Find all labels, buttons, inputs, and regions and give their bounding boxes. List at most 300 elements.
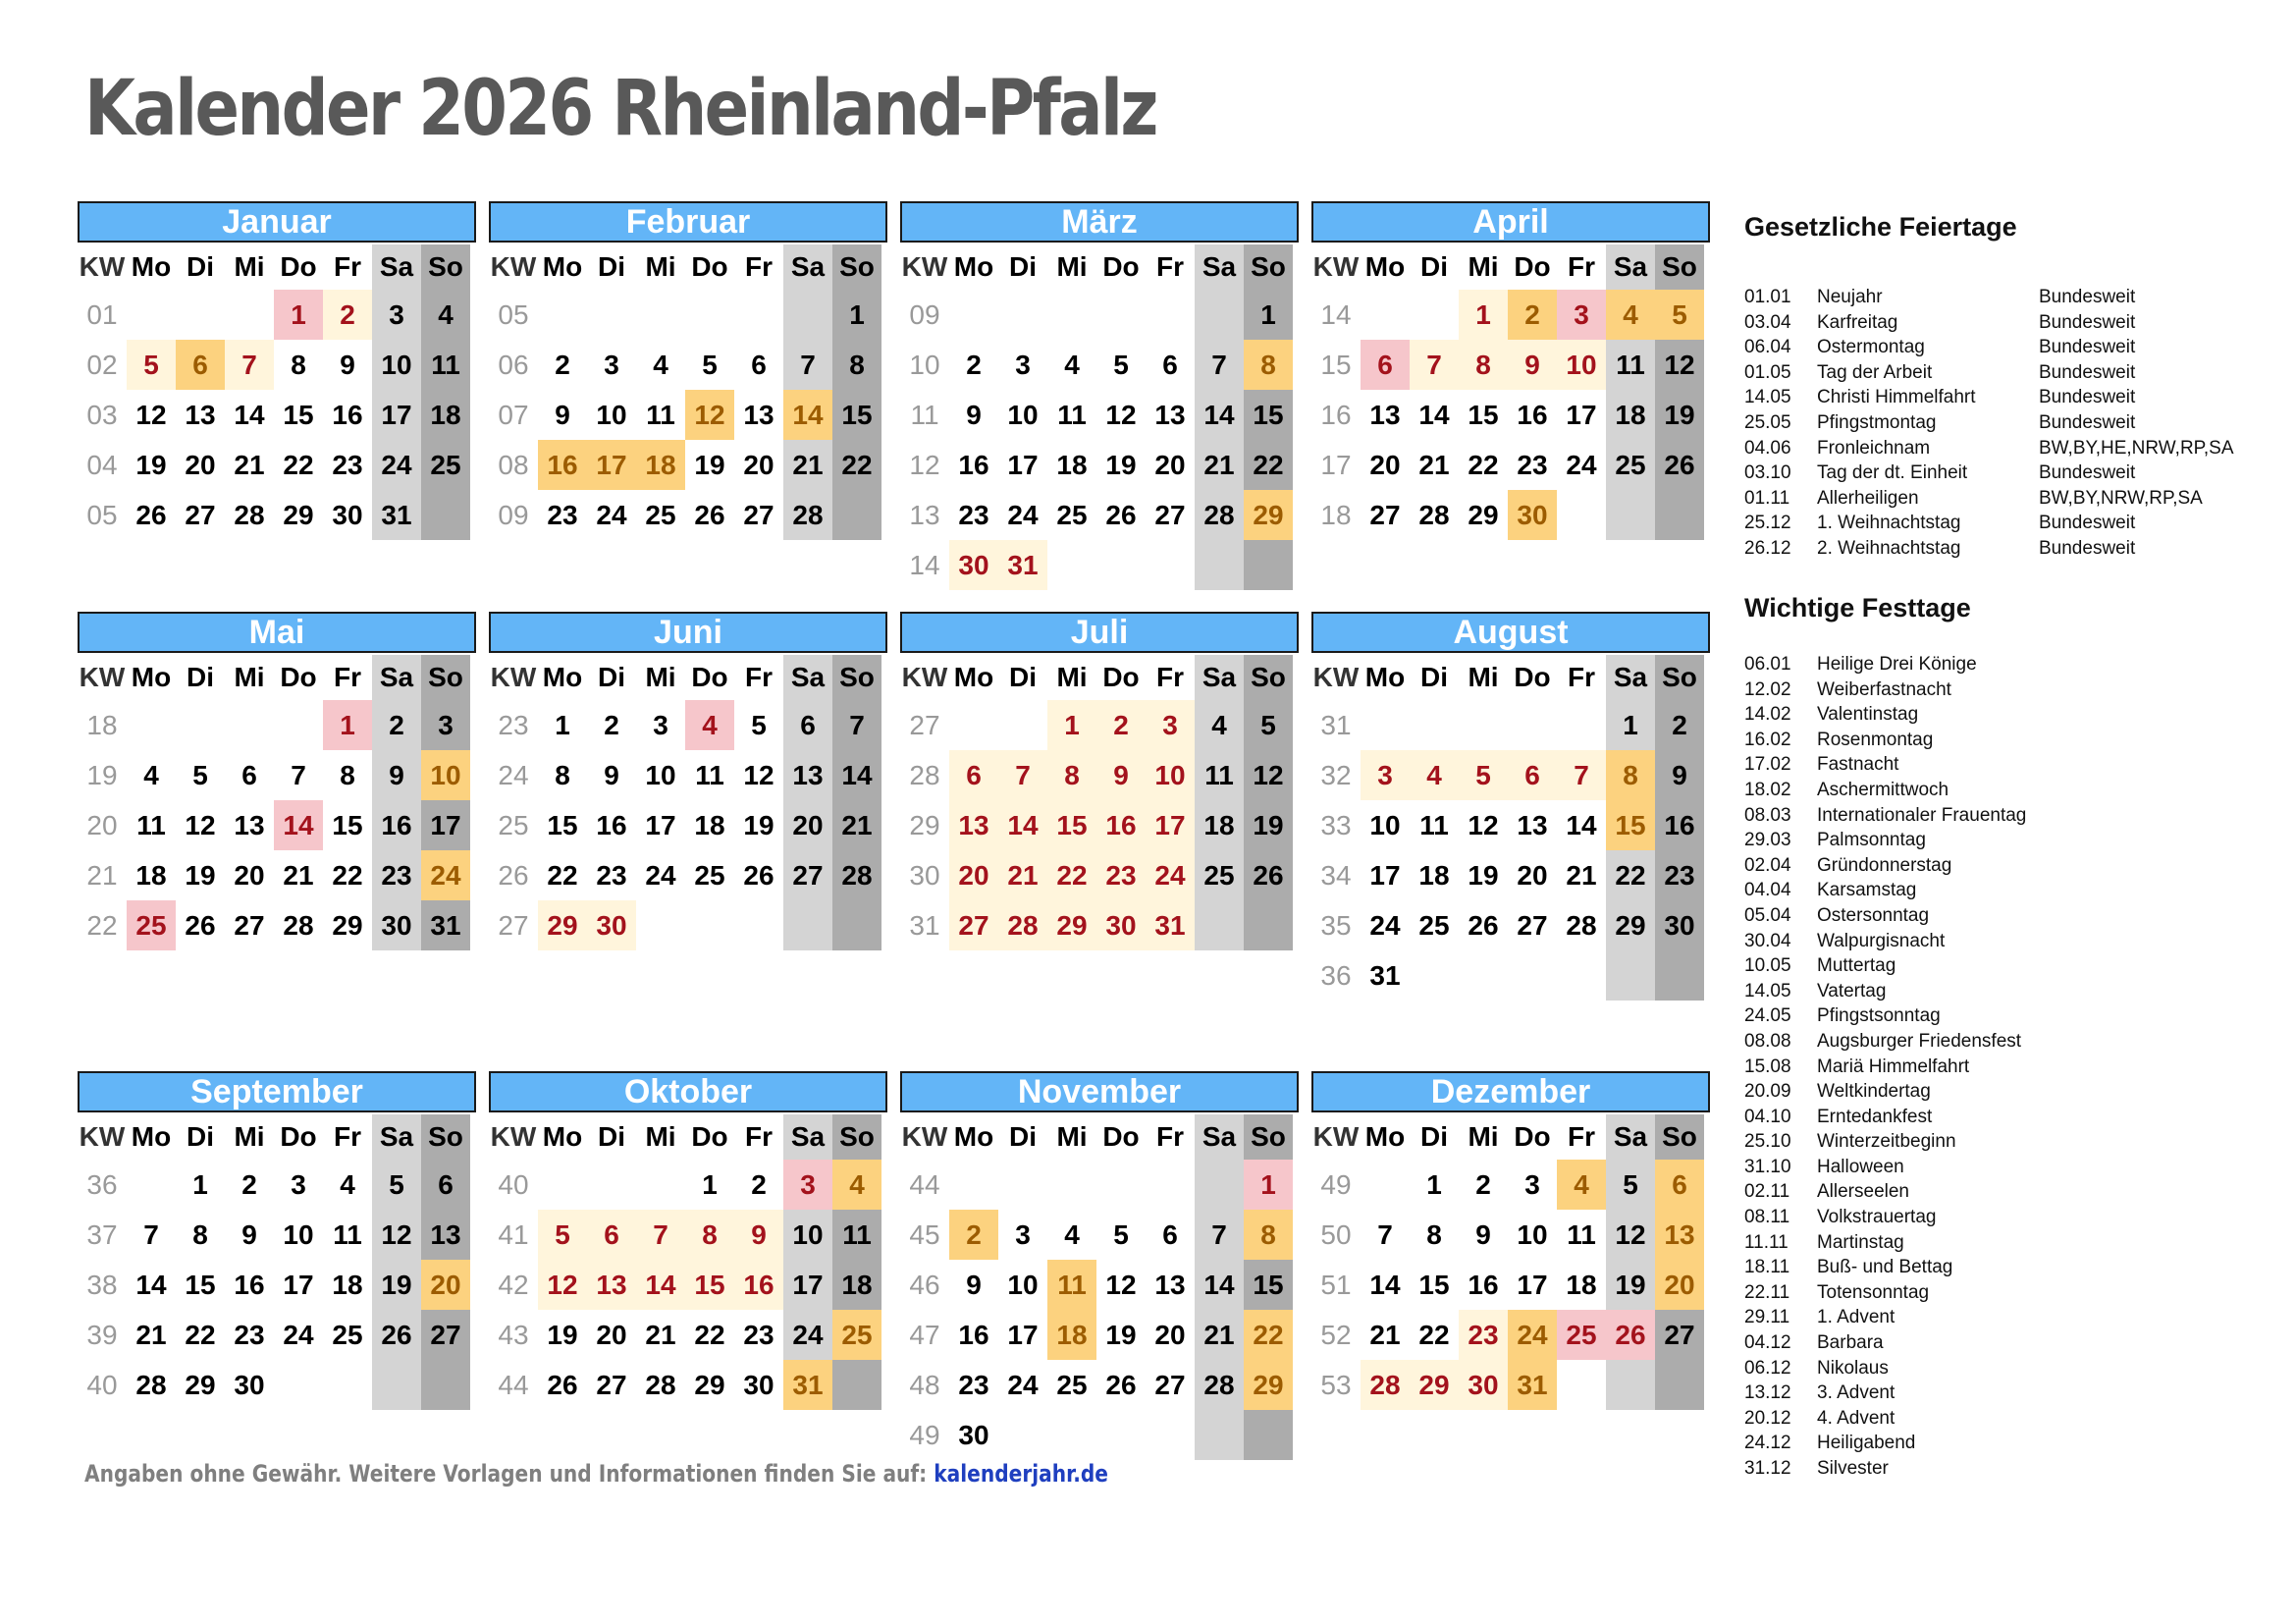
day-cell: 21: [998, 850, 1047, 900]
day-cell: 30: [1655, 900, 1704, 950]
day-cell: 13: [421, 1210, 470, 1260]
kw-header: KW: [490, 251, 537, 282]
item-name: Fronleichnam: [1817, 437, 1931, 459]
kw-header: KW: [79, 251, 126, 282]
day-cell: 27: [234, 910, 265, 941]
day-cell: [1459, 950, 1508, 1001]
week-number: 01: [86, 299, 118, 330]
weekday-label: Mi: [645, 1121, 676, 1152]
day-cell: 10: [1517, 1219, 1548, 1250]
day-cell: 11: [1057, 400, 1087, 430]
day-cell: 12: [685, 390, 734, 440]
day-cell: 21: [1566, 860, 1597, 891]
day-cell: 17: [587, 440, 636, 490]
day-cell: 22: [1244, 440, 1293, 490]
day-cell: [1606, 950, 1655, 1001]
weekday-label: So: [1244, 655, 1293, 700]
day-cell: 27: [185, 500, 216, 530]
week-row: [1311, 1210, 1710, 1260]
weekday-label: Do: [280, 1121, 317, 1152]
day-cell: 12: [185, 810, 216, 840]
week-number: 25: [498, 810, 529, 840]
item-date: 01.01: [1744, 287, 1791, 307]
day-cell: 28: [283, 910, 314, 941]
day-cell: [538, 290, 587, 340]
kw-header: KW: [490, 1121, 537, 1152]
day-cell: 20: [234, 860, 265, 891]
week-number: 34: [1320, 860, 1352, 891]
day-cell: [1195, 540, 1244, 590]
item-name: Fastnacht: [1817, 754, 1899, 776]
day-cell: 26: [135, 500, 167, 530]
day-cell: 6: [949, 750, 998, 800]
holidays-heading: Gesetzliche Feiertage: [1744, 212, 2017, 242]
day-cell: 25: [832, 1310, 881, 1360]
week-row: [489, 1160, 887, 1210]
day-cell: 6: [783, 700, 832, 750]
day-cell: 10: [1007, 1270, 1039, 1300]
day-cell: 28: [1566, 910, 1597, 941]
week-row: [78, 700, 476, 750]
item-date: 04.06: [1744, 437, 1791, 459]
month-grid: [900, 244, 1299, 590]
week-row: [1311, 1310, 1710, 1360]
item-date: 06.01: [1744, 654, 1791, 675]
day-cell: [1047, 1160, 1096, 1210]
day-cell: [949, 290, 998, 340]
item-date: 16.02: [1744, 729, 1791, 750]
day-cell: 3: [1015, 350, 1031, 380]
weekday-label: Di: [1420, 662, 1448, 692]
item-date: 08.11: [1744, 1207, 1790, 1228]
item-name: Karsamstag: [1817, 880, 1917, 901]
day-cell: 18: [1047, 1310, 1096, 1360]
week-number: 48: [909, 1370, 940, 1400]
item-date: 29.03: [1744, 830, 1791, 851]
day-cell: 20: [1154, 1320, 1186, 1350]
week-number: 31: [909, 910, 940, 941]
day-cell: 8: [685, 1210, 734, 1260]
week-number: 28: [909, 760, 940, 790]
month-grid: [1311, 1114, 1710, 1410]
day-cell: 11: [136, 810, 166, 840]
day-cell: 23: [1655, 850, 1704, 900]
weekday-label: Di: [187, 662, 214, 692]
day-cell: [832, 1360, 881, 1410]
day-cell: 14: [832, 750, 881, 800]
day-cell: [783, 290, 832, 340]
weekday-label: So: [832, 1114, 881, 1160]
day-cell: 1: [1606, 700, 1655, 750]
day-cell: 7: [783, 340, 832, 390]
day-cell: 26: [372, 1310, 421, 1360]
month-title: Januar: [78, 201, 476, 243]
day-cell: 28: [1195, 490, 1244, 540]
day-cell: [225, 290, 274, 340]
week-row: [1311, 900, 1710, 950]
week-row: [489, 1360, 887, 1410]
day-cell: 6: [421, 1160, 470, 1210]
weekday-label: Mi: [645, 662, 676, 692]
week-row: [900, 540, 1299, 590]
day-cell: [1655, 950, 1704, 1001]
day-cell: 14: [1418, 400, 1450, 430]
day-cell: 19: [135, 450, 167, 480]
item-date: 22.11: [1744, 1281, 1790, 1303]
week-number: 04: [86, 450, 118, 480]
weekday-label: Mo: [131, 1121, 172, 1152]
weekday-label: Sa: [1195, 244, 1244, 290]
day-cell: [1557, 1360, 1606, 1410]
week-number: 22: [86, 910, 118, 941]
week-row: [1311, 850, 1710, 900]
day-cell: 20: [1154, 450, 1186, 480]
weekday-label: Mo: [953, 1121, 994, 1152]
day-cell: 18: [1566, 1270, 1597, 1300]
week-row: [78, 850, 476, 900]
day-cell: 29: [1606, 900, 1655, 950]
weekday-label: Sa: [783, 1114, 832, 1160]
day-cell: 4: [1557, 1160, 1606, 1210]
day-cell: 14: [998, 800, 1047, 850]
weekday-label: Mo: [1364, 662, 1406, 692]
month-grid: [900, 1114, 1299, 1460]
weekday-label: Fr: [745, 1121, 773, 1152]
month-title: Februar: [489, 201, 887, 243]
weekday-label: Sa: [1606, 655, 1655, 700]
week-number: 32: [1320, 760, 1352, 790]
weekday-label: Fr: [1568, 1121, 1595, 1152]
week-number: 33: [1320, 810, 1352, 840]
week-row: [78, 1310, 476, 1360]
day-cell: 1: [1047, 700, 1096, 750]
item-region: Bundesweit: [2039, 513, 2136, 534]
day-cell: 27: [1154, 1370, 1186, 1400]
day-cell: 3: [1361, 750, 1410, 800]
item-name: Allerseelen: [1817, 1181, 1909, 1203]
day-cell: 30: [332, 500, 363, 530]
item-date: 24.05: [1744, 1005, 1791, 1027]
weekday-header-row: [78, 655, 476, 700]
day-cell: 16: [958, 450, 989, 480]
day-cell: 23: [332, 450, 363, 480]
week-number: 43: [498, 1320, 529, 1350]
day-cell: 10: [421, 750, 470, 800]
page-title: Kalender 2026 Rheinland-Pfalz: [84, 65, 1156, 153]
month-grid: [1311, 244, 1710, 540]
weekday-label: Mi: [1056, 1121, 1088, 1152]
week-row: [900, 1410, 1299, 1460]
week-row: [78, 1160, 476, 1210]
day-cell: 31: [372, 490, 421, 540]
day-cell: 28: [998, 900, 1047, 950]
day-cell: [949, 1160, 998, 1210]
week-number: 44: [498, 1370, 529, 1400]
day-cell: 14: [783, 390, 832, 440]
item-date: 17.02: [1744, 754, 1791, 776]
week-number: 50: [1320, 1219, 1352, 1250]
week-row: [1311, 440, 1710, 490]
item-date: 25.05: [1744, 411, 1791, 433]
week-row: [900, 850, 1299, 900]
day-cell: 12: [372, 1210, 421, 1260]
week-row: [1311, 1260, 1710, 1310]
item-name: Ostersonntag: [1817, 904, 1930, 926]
day-cell: 6: [1361, 340, 1410, 390]
footer-link[interactable]: kalenderjahr.de: [934, 1460, 1108, 1488]
week-row: [489, 750, 887, 800]
day-cell: 29: [1468, 500, 1499, 530]
day-cell: 29: [332, 910, 363, 941]
item-name: Mariä Himmelfahrt: [1817, 1056, 1970, 1077]
day-cell: [1244, 1410, 1293, 1460]
day-cell: 31: [783, 1360, 832, 1410]
month-grid: [78, 655, 476, 950]
day-cell: [734, 900, 783, 950]
day-cell: 11: [1195, 750, 1244, 800]
item-name: Halloween: [1817, 1156, 1904, 1177]
weekday-label: Do: [691, 1121, 728, 1152]
weekday-label: Do: [691, 251, 728, 282]
day-cell: [1244, 900, 1293, 950]
week-row: [78, 390, 476, 440]
day-cell: 7: [832, 700, 881, 750]
day-cell: 9: [372, 750, 421, 800]
day-cell: 13: [1517, 810, 1548, 840]
day-cell: 23: [372, 850, 421, 900]
day-cell: [685, 290, 734, 340]
weekday-header-row: [1311, 244, 1710, 290]
day-cell: 22: [1244, 1310, 1293, 1360]
day-cell: 31: [1146, 900, 1195, 950]
day-cell: 1: [555, 710, 570, 740]
weekday-label: Fr: [1568, 251, 1595, 282]
item-date: 20.12: [1744, 1407, 1791, 1429]
day-cell: 19: [694, 450, 725, 480]
day-cell: [685, 900, 734, 950]
week-row: [1311, 490, 1710, 540]
day-cell: 20: [185, 450, 216, 480]
weekday-header-row: [900, 1114, 1299, 1160]
day-cell: 11: [695, 760, 724, 790]
day-cell: 8: [1426, 1219, 1442, 1250]
day-cell: 2: [555, 350, 570, 380]
week-number: 30: [909, 860, 940, 891]
item-name: Valentinstag: [1817, 704, 1919, 726]
weekday-label: Di: [598, 1121, 625, 1152]
weekday-label: Mi: [1468, 662, 1499, 692]
week-number: 09: [498, 500, 529, 530]
day-cell: 6: [751, 350, 767, 380]
week-row: [489, 850, 887, 900]
weekday-label: Di: [187, 1121, 214, 1152]
day-cell: 24: [421, 850, 470, 900]
day-cell: 2: [949, 1210, 998, 1260]
item-date: 08.03: [1744, 804, 1791, 826]
day-cell: 23: [547, 500, 578, 530]
item-date: 04.10: [1744, 1106, 1791, 1127]
day-cell: 11: [646, 400, 675, 430]
day-cell: 2: [604, 710, 619, 740]
day-cell: [1047, 290, 1096, 340]
week-number: 05: [86, 500, 118, 530]
day-cell: 20: [1655, 1260, 1704, 1310]
week-number: 16: [1320, 400, 1352, 430]
week-number: 49: [909, 1420, 940, 1450]
day-cell: 17: [1007, 1320, 1039, 1350]
day-cell: 25: [694, 860, 725, 891]
day-cell: 25: [421, 440, 470, 490]
item-name: Karfreitag: [1817, 311, 1898, 333]
weekday-label: Fr: [1568, 662, 1595, 692]
day-cell: 28: [1361, 1360, 1410, 1410]
item-name: Rosenmontag: [1817, 729, 1934, 750]
day-cell: 11: [1419, 810, 1449, 840]
day-cell: 13: [949, 800, 998, 850]
day-cell: 9: [555, 400, 570, 430]
item-date: 14.05: [1744, 980, 1791, 1001]
day-cell: 27: [743, 500, 774, 530]
week-number: 18: [1320, 500, 1352, 530]
week-row: [489, 390, 887, 440]
day-cell: 23: [234, 1320, 265, 1350]
day-cell: 7: [636, 1210, 685, 1260]
day-cell: 4: [653, 350, 668, 380]
week-number: 44: [909, 1169, 940, 1200]
week-number: 26: [498, 860, 529, 891]
day-cell: [998, 1410, 1047, 1460]
day-cell: 27: [949, 900, 998, 950]
item-name: Nikolaus: [1817, 1357, 1889, 1379]
day-cell: 27: [783, 850, 832, 900]
weekday-label: Sa: [783, 244, 832, 290]
day-cell: 15: [1244, 390, 1293, 440]
month-title: März: [900, 201, 1299, 243]
kw-header: KW: [901, 251, 948, 282]
day-cell: 26: [1105, 500, 1137, 530]
day-cell: 22: [832, 440, 881, 490]
day-cell: 18: [421, 390, 470, 440]
month-title: Mai: [78, 612, 476, 653]
day-cell: [1096, 290, 1146, 340]
day-cell: 27: [1517, 910, 1548, 941]
day-cell: 17: [421, 800, 470, 850]
item-date: 29.11: [1744, 1307, 1790, 1328]
day-cell: 30: [372, 900, 421, 950]
day-cell: [323, 1360, 372, 1410]
day-cell: 29: [538, 900, 587, 950]
day-cell: 11: [1567, 1219, 1596, 1250]
week-number: 31: [1320, 710, 1352, 740]
day-cell: [1410, 290, 1459, 340]
day-cell: 1: [1244, 290, 1293, 340]
day-cell: 26: [743, 860, 774, 891]
day-cell: 27: [596, 1370, 627, 1400]
day-cell: 17: [1517, 1270, 1548, 1300]
weekday-label: Sa: [1195, 655, 1244, 700]
week-row: [489, 800, 887, 850]
item-date: 05.04: [1744, 904, 1791, 926]
month-grid: [78, 1114, 476, 1410]
day-cell: 2: [1475, 1169, 1491, 1200]
day-cell: 16: [596, 810, 627, 840]
week-row: [489, 490, 887, 540]
day-cell: 3: [1015, 1219, 1031, 1250]
day-cell: 2: [323, 290, 372, 340]
day-cell: 31: [1508, 1360, 1557, 1410]
day-cell: 25: [1418, 910, 1450, 941]
item-name: Weiberfastnacht: [1817, 678, 1951, 700]
day-cell: 7: [998, 750, 1047, 800]
day-cell: 24: [1566, 450, 1597, 480]
week-number: 20: [86, 810, 118, 840]
day-cell: 13: [1154, 1270, 1186, 1300]
day-cell: 9: [1475, 1219, 1491, 1250]
weekday-label: Mo: [131, 251, 172, 282]
week-row: [1311, 800, 1710, 850]
day-cell: [1557, 700, 1606, 750]
day-cell: 22: [185, 1320, 216, 1350]
day-cell: 18: [332, 1270, 363, 1300]
item-region: BW,BY,NRW,RP,SA: [2039, 487, 2203, 509]
day-cell: 19: [1244, 800, 1293, 850]
weekday-label: Do: [1102, 1121, 1140, 1152]
item-name: Martinstag: [1817, 1231, 1904, 1253]
day-cell: 21: [645, 1320, 676, 1350]
day-cell: 4: [832, 1160, 881, 1210]
day-cell: 8: [832, 340, 881, 390]
day-cell: 16: [958, 1320, 989, 1350]
day-cell: [636, 290, 685, 340]
day-cell: 15: [685, 1260, 734, 1310]
weekday-label: Mi: [1056, 662, 1088, 692]
item-name: Allerheiligen: [1817, 487, 1919, 509]
weekday-label: Mo: [542, 1121, 583, 1152]
item-name: 1. Advent: [1817, 1307, 1896, 1328]
day-cell: 20: [596, 1320, 627, 1350]
week-row: [900, 750, 1299, 800]
week-number: 15: [1320, 350, 1352, 380]
weekday-label: Do: [1514, 662, 1551, 692]
week-row: [78, 1260, 476, 1310]
month-title: Dezember: [1311, 1071, 1710, 1112]
day-cell: [1096, 1410, 1146, 1460]
day-cell: 22: [1468, 450, 1499, 480]
item-name: Internationaler Frauentag: [1817, 804, 2027, 826]
weekday-label: Mi: [1468, 251, 1499, 282]
weekday-label: Di: [1420, 1121, 1448, 1152]
day-cell: 18: [1195, 800, 1244, 850]
week-row: [78, 440, 476, 490]
day-cell: 20: [783, 800, 832, 850]
day-cell: 26: [1606, 1310, 1655, 1360]
day-cell: 18: [135, 860, 167, 891]
day-cell: 24: [1146, 850, 1195, 900]
month-title: November: [900, 1071, 1299, 1112]
day-cell: 13: [234, 810, 265, 840]
day-cell: 26: [1655, 440, 1704, 490]
weekday-label: Di: [598, 251, 625, 282]
week-row: [78, 290, 476, 340]
day-cell: 3: [783, 1160, 832, 1210]
festivals-heading: Wichtige Festtage: [1744, 593, 1971, 623]
item-name: Heiligabend: [1817, 1433, 1916, 1454]
item-name: Totensonntag: [1817, 1281, 1930, 1303]
week-row: [900, 700, 1299, 750]
day-cell: [1146, 1410, 1195, 1460]
day-cell: 4: [1195, 700, 1244, 750]
item-date: 03.10: [1744, 462, 1791, 484]
